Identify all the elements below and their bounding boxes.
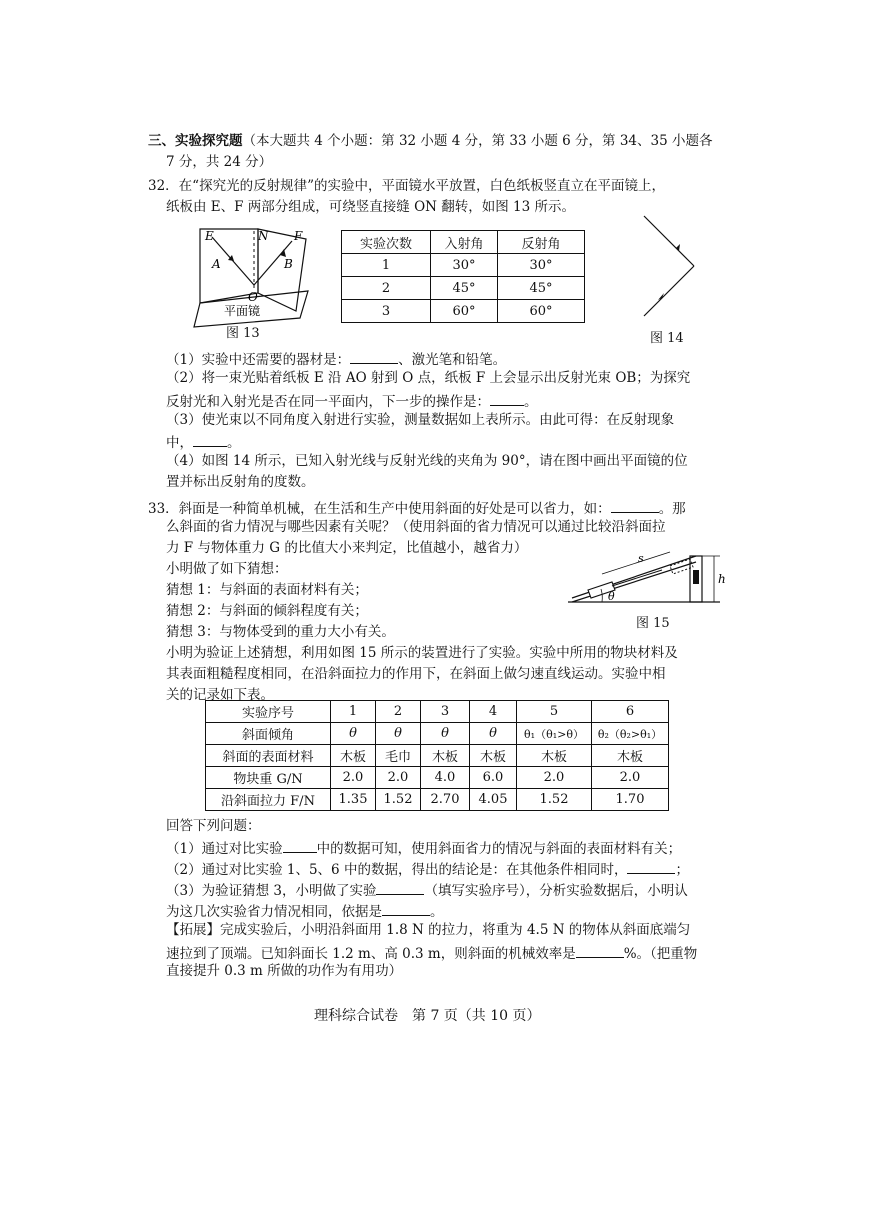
table-cell: 斜面倾角 xyxy=(206,723,331,745)
incline-table xyxy=(205,700,669,811)
answer-blank[interactable] xyxy=(193,434,227,447)
q32-sub2-b: 反射光和入射光是否在同一平面内，下一步的操作是： xyxy=(166,394,490,410)
answer-blank[interactable] xyxy=(611,500,659,513)
q33-a3 xyxy=(166,882,688,899)
table-cell: 60° xyxy=(431,300,498,323)
reflected-ray xyxy=(644,266,694,316)
q33-a2 xyxy=(166,861,689,878)
table-cell: 沿斜面拉力 F/N xyxy=(206,789,331,811)
q33-text-2: 么斜面的省力情况与哪些因素有关呢？（使用斜面的省力情况可以通过比较沿斜面拉 xyxy=(166,519,666,535)
guess-2: 猜想 2：与斜面的倾斜程度有关； xyxy=(166,603,368,619)
label-f: F xyxy=(294,229,303,243)
table-header: 反射角 xyxy=(498,231,585,254)
table-cell: 实验序号 xyxy=(206,701,331,723)
q32-sub2 xyxy=(166,393,538,410)
table-cell: θ xyxy=(376,723,421,745)
q33-a2-b: ； xyxy=(675,862,689,878)
reflection-table xyxy=(341,230,585,323)
label-e: E xyxy=(205,229,214,243)
q33-text-5: 小明为验证上述猜想，利用如图 15 所示的装置进行了实验。实验中所用的物块材料及 xyxy=(166,645,678,661)
section-note: （本大题共 4 个小题：第 32 小题 4 分，第 33 小题 6 分，第 34、35 小题各 xyxy=(242,133,713,149)
q32-sub1-b: 、激光笔和铅笔。 xyxy=(398,352,507,368)
table-cell: 1.35 xyxy=(331,789,376,811)
table-cell: 毛巾 xyxy=(376,745,421,767)
q33-a3-cont xyxy=(166,903,444,920)
page-footer: 理科综合试卷 第 7 页（共 10 页） xyxy=(314,1008,541,1024)
table-row xyxy=(206,745,669,767)
figure-15 xyxy=(562,540,732,615)
table-row xyxy=(342,254,585,277)
table-cell: 木板 xyxy=(421,745,470,767)
extension-2 xyxy=(166,945,697,962)
table-cell: 2.0 xyxy=(376,767,421,789)
table-cell: 木板 xyxy=(470,745,517,767)
table-row xyxy=(206,789,669,811)
q32-text-2: 纸板由 E、F 两部分组成，可绕竖直接缝 ON 翻转，如图 13 所示。 xyxy=(166,199,576,215)
table-cell: 2.0 xyxy=(517,767,592,789)
q33-a3-c: 为这几次实验省力情况相同，依据是 xyxy=(166,904,382,920)
table-cell: 1.70 xyxy=(592,789,669,811)
q33-text-1 xyxy=(148,500,686,517)
q32-sub2-c: 。 xyxy=(524,394,538,410)
table-cell: θ₂（θ₂>θ₁） xyxy=(592,723,669,745)
q32-sub2-a: （2）将一束光贴着纸板 E 沿 AO 射到 O 点，纸板 F 上会显示出反射光束 OB；为探究 xyxy=(166,370,691,386)
q33-a1-a: （1）通过对比实验 xyxy=(166,841,283,857)
table-row xyxy=(206,767,669,789)
table-cell: 45° xyxy=(431,277,498,300)
answer-intro: 回答下列问题： xyxy=(166,818,261,834)
table-cell: θ xyxy=(470,723,517,745)
answer-blank[interactable] xyxy=(490,393,524,406)
extension-2-b: %。（把重物 xyxy=(623,946,698,962)
table-cell: 4.0 xyxy=(421,767,470,789)
label-h: h xyxy=(718,572,726,586)
section-title: 三、实验探究题 xyxy=(148,133,243,149)
table-row xyxy=(206,723,669,745)
table-cell: 物块重 G/N xyxy=(206,767,331,789)
label-o: O xyxy=(248,290,258,304)
table-cell: 6 xyxy=(592,701,669,723)
table-cell: 木板 xyxy=(331,745,376,767)
table-cell: θ₁（θ₁>θ） xyxy=(517,723,592,745)
q32-sub4-a: （4）如图 14 所示，已知入射光线与反射光线的夹角为 90°，请在图中画出平面镜的位 xyxy=(166,453,688,469)
mirror-label: 平面镜 xyxy=(224,304,261,318)
label-b: B xyxy=(284,257,293,271)
table-cell: 30° xyxy=(431,254,498,277)
table-cell: θ xyxy=(331,723,376,745)
guess-1: 猜想 1：与斜面的表面材料有关； xyxy=(166,582,368,598)
q33-a1-b: 中的数据可知，使用斜面省力的情况与斜面的表面材料有关； xyxy=(316,841,682,857)
label-theta: θ xyxy=(608,590,615,603)
extension-3: 直接提升 0.3 m 所做的功作为有用功） xyxy=(166,963,403,979)
q33-a3-b: （填写实验序号），分析实验数据后，小明认 xyxy=(424,883,688,899)
q32-sub4-b: 置并标出反射角的度数。 xyxy=(166,474,315,490)
q33-line1-b: 。那 xyxy=(658,501,686,517)
q33-text-3: 力 F 与物体重力 G 的比值大小来判定，比值越小，越省力） xyxy=(166,540,528,556)
answer-blank[interactable] xyxy=(350,351,398,364)
table-cell: 45° xyxy=(498,277,585,300)
answer-blank[interactable] xyxy=(382,903,430,916)
table-cell: 6.0 xyxy=(470,767,517,789)
table-cell: 1 xyxy=(331,701,376,723)
table-cell: 木板 xyxy=(592,745,669,767)
table-cell: 1.52 xyxy=(376,789,421,811)
section-header xyxy=(148,135,712,149)
table-cell: θ xyxy=(421,723,470,745)
q32-sub1 xyxy=(166,351,506,368)
table-header: 实验次数 xyxy=(342,231,431,254)
fig13-caption: 图 13 xyxy=(226,326,260,341)
fig15-caption: 图 15 xyxy=(636,616,670,631)
section-note-cont: 7 分，共 24 分） xyxy=(166,154,273,170)
table-cell: 4 xyxy=(470,701,517,723)
q32-sub3-b: 中， xyxy=(166,435,193,451)
table-cell: 60° xyxy=(498,300,585,323)
q32-sub3-a: （3）使光束以不同角度入射进行实验，测量数据如上表所示。由此可得：在反射现象 xyxy=(166,412,675,428)
table-cell: 30° xyxy=(498,254,585,277)
answer-blank[interactable] xyxy=(576,945,624,958)
q33-text-4: 小明做了如下猜想： xyxy=(166,561,288,577)
q33-a1 xyxy=(166,840,681,857)
extension-1: 【拓展】完成实验后，小明沿斜面用 1.8 N 的拉力，将重为 4.5 N 的物体从斜面底端匀 xyxy=(166,922,691,938)
label-n: N xyxy=(258,229,269,243)
q33-line1-a: 33．斜面是一种简单机械，在生活和生产中使用斜面的好处是可以省力，如： xyxy=(148,501,611,517)
table-cell: 2.0 xyxy=(331,767,376,789)
q33-a3-d: 。 xyxy=(430,904,444,920)
q33-text-7: 关的记录如下表。 xyxy=(166,687,274,703)
table-cell: 2 xyxy=(342,277,431,300)
table-header: 入射角 xyxy=(431,231,498,254)
fig14-caption: 图 14 xyxy=(650,331,684,346)
table-row xyxy=(206,701,669,723)
incident-ray xyxy=(644,216,694,266)
label-s: s xyxy=(638,552,644,565)
q32-text-1: 32．在“探究光的反射规律”的实验中，平面镜水平放置，白色纸板竖直立在平面镜上， xyxy=(148,178,665,194)
table-cell: 木板 xyxy=(517,745,592,767)
figure-14 xyxy=(632,210,712,335)
table-cell: 2.0 xyxy=(592,767,669,789)
table-cell: 1.52 xyxy=(517,789,592,811)
answer-blank[interactable] xyxy=(627,861,675,874)
guess-3: 猜想 3：与物体受到的重力大小有关。 xyxy=(166,624,395,640)
figure-13 xyxy=(188,223,328,338)
pull-rope xyxy=(612,570,662,586)
q33-a3-a: （3）为验证猜想 3，小明做了实验 xyxy=(166,883,377,899)
extension-2-a: 速拉到了顶端。已知斜面长 1.2 m、高 0.3 m，则斜面的机械效率是 xyxy=(166,946,576,962)
table-row xyxy=(342,300,585,323)
table-cell: 3 xyxy=(342,300,431,323)
table-cell: 2 xyxy=(376,701,421,723)
table-header-row xyxy=(342,231,585,254)
table-cell: 斜面的表面材料 xyxy=(206,745,331,767)
answer-blank[interactable] xyxy=(376,882,424,895)
table-row xyxy=(342,277,585,300)
table-cell: 3 xyxy=(421,701,470,723)
incident-arrow xyxy=(676,244,680,251)
table-cell: 5 xyxy=(517,701,592,723)
q32-sub1-a: （1）实验中还需要的器材是： xyxy=(166,352,351,368)
support-mark xyxy=(693,570,699,584)
q32-sub3-c: 。 xyxy=(227,435,241,451)
label-a: A xyxy=(212,257,221,271)
table-cell: 2.70 xyxy=(421,789,470,811)
q32-sub3 xyxy=(166,434,241,451)
q33-text-6: 其表面粗糙程度相同，在沿斜面拉力的作用下，在斜面上做匀速直线运动。实验中相 xyxy=(166,666,666,682)
table-cell: 4.05 xyxy=(470,789,517,811)
answer-blank[interactable] xyxy=(283,840,317,853)
q33-a2-a: （2）通过对比实验 1、5、6 中的数据，得出的结论是：在其他条件相同时， xyxy=(166,862,628,878)
table-cell: 1 xyxy=(342,254,431,277)
